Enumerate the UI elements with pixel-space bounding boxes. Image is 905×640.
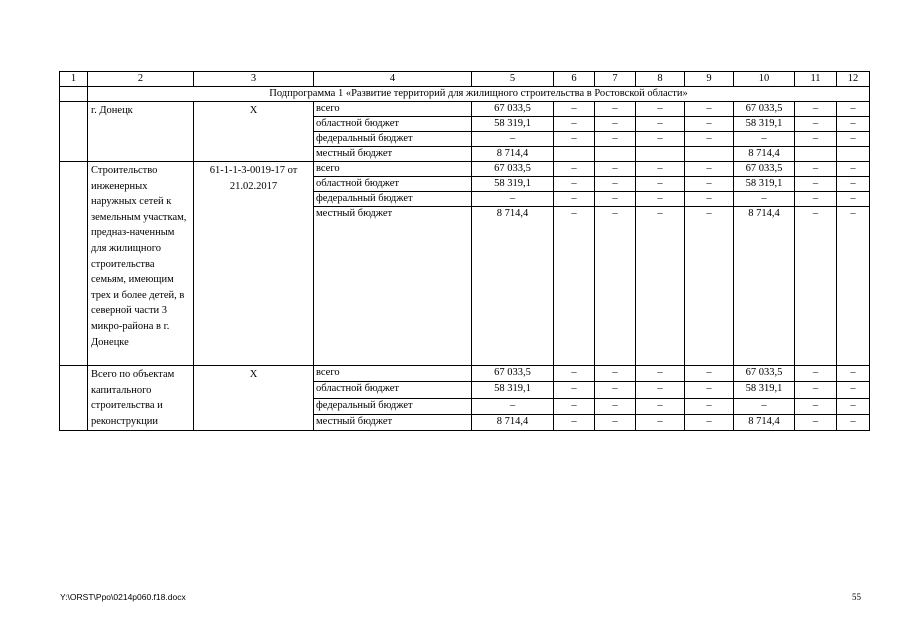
header-cell: 4 — [314, 72, 472, 87]
value-cell-c8: – — [636, 366, 685, 382]
value-cell-c10: 8 714,4 — [734, 147, 795, 162]
budget-table — [59, 71, 870, 431]
value-cell-c11: – — [795, 398, 837, 414]
value-cell-c6: – — [554, 366, 595, 382]
object-name: Строительство инженерных наружных сетей к земельным участкам, предназ-наченным для жилищного строительства семьям, имеющим трех и более детей, в северной части 3 микро-района в г. Донецке — [88, 162, 194, 366]
value-cell-c6: – — [554, 162, 595, 177]
header-cell: 9 — [685, 72, 734, 87]
value-cell-c8: – — [636, 102, 685, 117]
value-cell-c6: – — [554, 398, 595, 414]
value-cell-c12: – — [837, 117, 870, 132]
funding-source-label: всего — [314, 162, 472, 177]
value-cell-c7: – — [595, 366, 636, 382]
funding-source-label: местный бюджет — [314, 207, 472, 366]
value-cell-c6: – — [554, 117, 595, 132]
empty-cell — [60, 102, 88, 162]
value-cell-c10: 67 033,5 — [734, 162, 795, 177]
value-cell-c7: – — [595, 207, 636, 366]
value-cell-c9: – — [685, 177, 734, 192]
value-cell-c12: – — [837, 177, 870, 192]
document-ref: Х — [194, 366, 314, 431]
value-cell-c11: – — [795, 207, 837, 366]
value-cell-c9: – — [685, 192, 734, 207]
value-cell-c10: 67 033,5 — [734, 366, 795, 382]
funding-source-label: всего — [314, 102, 472, 117]
value-cell-c8: – — [636, 207, 685, 366]
table-row — [60, 162, 870, 177]
value-cell-c6: – — [554, 192, 595, 207]
value-cell-c11: – — [795, 102, 837, 117]
value-cell-c11: – — [795, 177, 837, 192]
value-cell-c7: – — [595, 177, 636, 192]
value-cell-c12: – — [837, 162, 870, 177]
value-cell-c7: – — [595, 382, 636, 398]
empty-cell — [60, 366, 88, 431]
value-cell-c10: 8 714,4 — [734, 207, 795, 366]
funding-source-label: областной бюджет — [314, 177, 472, 192]
funding-source-label: областной бюджет — [314, 117, 472, 132]
value-cell-c9: – — [685, 117, 734, 132]
header-cell: 5 — [472, 72, 554, 87]
funding-source-label: федеральный бюджет — [314, 398, 472, 414]
value-cell-c9: – — [685, 382, 734, 398]
footer-file-path: Y:\ORST\Ppo\0214p060.f18.docx — [60, 592, 186, 602]
value-cell-c6: – — [554, 177, 595, 192]
value-cell-c5: 58 319,1 — [472, 117, 554, 132]
funding-source-label: местный бюджет — [314, 415, 472, 431]
value-cell-c9: – — [685, 415, 734, 431]
value-cell-c6 — [554, 147, 595, 162]
value-cell-c8: – — [636, 162, 685, 177]
header-cell: 8 — [636, 72, 685, 87]
header-cell: 10 — [734, 72, 795, 87]
value-cell-c12 — [837, 147, 870, 162]
value-cell-c9: – — [685, 132, 734, 147]
header-cell: 7 — [595, 72, 636, 87]
value-cell-c7: – — [595, 415, 636, 431]
value-cell-c12: – — [837, 382, 870, 398]
value-cell-c12: – — [837, 415, 870, 431]
value-cell-c7: – — [595, 192, 636, 207]
value-cell-c11: – — [795, 382, 837, 398]
header-cell: 1 — [60, 72, 88, 87]
value-cell-c10: 8 714,4 — [734, 415, 795, 431]
table-row — [60, 102, 870, 117]
header-cell: 3 — [194, 72, 314, 87]
empty-cell — [60, 162, 88, 366]
funding-source-label: федеральный бюджет — [314, 132, 472, 147]
value-cell-c9: – — [685, 162, 734, 177]
value-cell-c11 — [795, 147, 837, 162]
subprogram-row — [60, 87, 870, 102]
value-cell-c5: 8 714,4 — [472, 415, 554, 431]
value-cell-c6: – — [554, 415, 595, 431]
header-cell: 6 — [554, 72, 595, 87]
value-cell-c7 — [595, 147, 636, 162]
value-cell-c11: – — [795, 415, 837, 431]
document-ref: Х — [194, 102, 314, 162]
value-cell-c12: – — [837, 102, 870, 117]
value-cell-c10: – — [734, 192, 795, 207]
subprogram-title: Подпрограмма 1 «Развитие территорий для жилищного строительства в Ростовской области» — [88, 87, 870, 102]
value-cell-c5: 58 319,1 — [472, 382, 554, 398]
value-cell-c7: – — [595, 398, 636, 414]
funding-source-label: местный бюджет — [314, 147, 472, 162]
value-cell-c9: – — [685, 102, 734, 117]
value-cell-c9: – — [685, 366, 734, 382]
value-cell-c5: 67 033,5 — [472, 162, 554, 177]
value-cell-c8: – — [636, 398, 685, 414]
value-cell-c8: – — [636, 192, 685, 207]
value-cell-c12: – — [837, 207, 870, 366]
header-cell: 12 — [837, 72, 870, 87]
value-cell-c6: – — [554, 382, 595, 398]
value-cell-c5: 58 319,1 — [472, 177, 554, 192]
value-cell-c12: – — [837, 398, 870, 414]
value-cell-c10: – — [734, 398, 795, 414]
value-cell-c10: – — [734, 132, 795, 147]
value-cell-c5: – — [472, 398, 554, 414]
value-cell-c9 — [685, 147, 734, 162]
value-cell-c6: – — [554, 207, 595, 366]
value-cell-c8: – — [636, 177, 685, 192]
value-cell-c5: 67 033,5 — [472, 366, 554, 382]
value-cell-c5: 8 714,4 — [472, 147, 554, 162]
value-cell-c10: 58 319,1 — [734, 117, 795, 132]
value-cell-c8 — [636, 147, 685, 162]
header-cell: 2 — [88, 72, 194, 87]
value-cell-c8: – — [636, 415, 685, 431]
value-cell-c11: – — [795, 366, 837, 382]
value-cell-c9: – — [685, 398, 734, 414]
document-ref: 61-1-1-3-0019-17 от 21.02.2017 — [194, 162, 314, 366]
table-row — [60, 366, 870, 382]
value-cell-c10: 58 319,1 — [734, 177, 795, 192]
value-cell-c12: – — [837, 366, 870, 382]
empty-cell — [60, 87, 88, 102]
object-name: Всего по объектам капитального строительства и реконструкции — [88, 366, 194, 431]
funding-source-label: федеральный бюджет — [314, 192, 472, 207]
value-cell-c7: – — [595, 162, 636, 177]
value-cell-c5: – — [472, 132, 554, 147]
value-cell-c7: – — [595, 132, 636, 147]
value-cell-c8: – — [636, 382, 685, 398]
value-cell-c11: – — [795, 162, 837, 177]
value-cell-c9: – — [685, 207, 734, 366]
value-cell-c6: – — [554, 102, 595, 117]
value-cell-c12: – — [837, 192, 870, 207]
value-cell-c5: – — [472, 192, 554, 207]
value-cell-c7: – — [595, 102, 636, 117]
value-cell-c5: 8 714,4 — [472, 207, 554, 366]
value-cell-c8: – — [636, 132, 685, 147]
footer-page-number: 55 — [852, 592, 861, 602]
value-cell-c6: – — [554, 132, 595, 147]
value-cell-c11: – — [795, 192, 837, 207]
value-cell-c10: 58 319,1 — [734, 382, 795, 398]
value-cell-c12: – — [837, 132, 870, 147]
header-row — [60, 72, 870, 87]
value-cell-c10: 67 033,5 — [734, 102, 795, 117]
value-cell-c11: – — [795, 117, 837, 132]
funding-source-label: всего — [314, 366, 472, 382]
funding-source-label: областной бюджет — [314, 382, 472, 398]
value-cell-c5: 67 033,5 — [472, 102, 554, 117]
value-cell-c8: – — [636, 117, 685, 132]
object-name: г. Донецк — [88, 102, 194, 162]
header-cell: 11 — [795, 72, 837, 87]
value-cell-c11: – — [795, 132, 837, 147]
value-cell-c7: – — [595, 117, 636, 132]
